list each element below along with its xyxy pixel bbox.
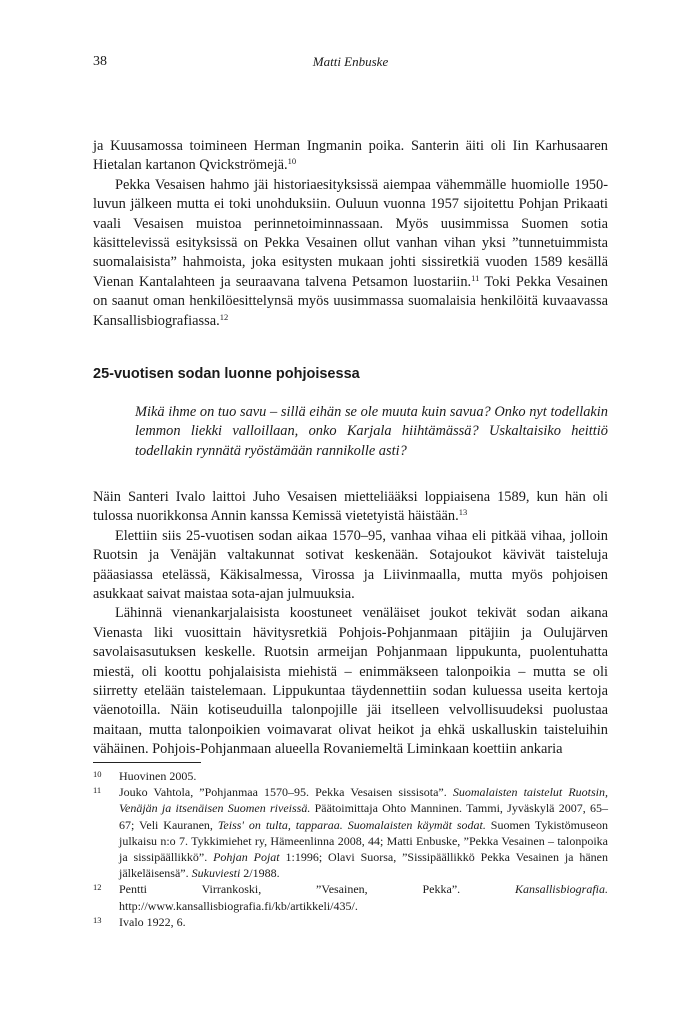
footnote-number: 10 — [93, 769, 102, 779]
page-header — [93, 54, 608, 72]
paragraph: Näin Santeri Ivalo laittoi Juho Vesaisen mietteliääksi loppiaisena 1589, kun hän oli tulossa nuorikkonsa Annin kanssa Kemissä vietetyistä häistään.$^{13}$ — [93, 489, 608, 525]
footnote — [93, 784, 608, 881]
body-text-bottom — [93, 488, 608, 760]
paragraph: Elettiin siis 25-vuotisen sodan aikaa 1570–95, vanhaa vihaa eli pitkää vihaa, jolloin Ruotsin ja Venäjän valtakunnat sotivat keskenään. Sotajoukot kävivät taisteluja pääasiassa etelässä, Käkisalmessa, Virossa ja Liivinmaalla, mutta myös pohjoisen asukkaat saivat maistaa sota-ajan julmuuksia. — [93, 527, 608, 603]
footnote-ref[interactable]: 12 — [219, 311, 229, 322]
footnote-number: 13 — [93, 914, 102, 925]
page-number: 38 — [93, 54, 107, 69]
footnote-ref[interactable]: 11 — [471, 272, 480, 283]
paragraph: Lähinnä vienankarjalaisista koostuneet venäläiset joukot tekivät sodan aikana Vienasta liki vuosittain hävitysretkiä Pohjois-Pohjanmaan pitäjiin ja Oulujärven savolaisasutuksen keskelle. Ruotsin armeijan Pohjanmaan lippukunta, puolentuhatta miestä, oli koottu pohjalaisista miehistä – enimmäkseen talonpoikia – mutta se oli siirretty etelään taistelemaan. Lippukuntaa täydennettiin sodan kuluessa useita kertoja väenotoilla. Näin kotiseuduilla talonpojille jäi itselleen velvollisuudeksi puolustaa maitaan, mutta talonpoikien voimavarat olivat heikot ja ehkä uskalluskin taisteluihin vähäinen. Pohjois-Pohjanmaan alueella Rovaniemeltä Liminkaan koettiin ankaria — [93, 605, 608, 758]
footnote-text: Huovinen 2005. — [119, 769, 197, 783]
paragraph: ja Kuusamossa toimineen Herman Ingmanin poika. Santerin äiti oli Iin Karhusaaren Hietalan kartanon Qvickströmejä.$^{10}$ — [93, 138, 608, 174]
footnote-divider — [93, 762, 201, 763]
footnote-text: Pentti Virrankoski, ”Vesainen, Pekka”. Kansallisbiografia. http://www.kansallisbiografia.fi/kb/artikkeli/435/. — [119, 882, 608, 913]
body-text-top — [93, 137, 608, 331]
running-head: Matti Enbuske — [312, 54, 389, 69]
footnotes — [93, 768, 608, 930]
footnote — [93, 768, 608, 784]
footnote-ref[interactable]: 13 — [458, 507, 468, 518]
footnote-number: 12 — [93, 882, 102, 893]
footnote-ref[interactable]: 10 — [287, 156, 297, 167]
footnote — [93, 881, 608, 913]
footnote-text: Jouko Vahtola, ”Pohjanmaa 1570–95. Pekka Vesaisen sissisota”. Suomalaisten taistelut Ruotsin, Venäjän ja itsenäisen Suomen riveissä. Päätoimittaja Ohto Manninen. Tammi, Jyväskylä 2007, 65–67; Veli Kauranen, Teiss' on tulta, tapparaa. Suomalaisten käymät sodat. Suomen Tykistömuseon julkaisu n:o 7. Tykkimiehet ry, Hämeenlinna 2008, 44; Matti Enbuske, ”Pekka Vesainen – talonpoika ja sissipäällikkö”. Pohjan Pojat 1:1996; Olavi Suorsa, ”Sissipäällikkö Pekka Vesainen ja hänen jälkeläisensä”. Sukuviesti 2/1988. — [119, 785, 609, 881]
footnote — [93, 914, 608, 930]
paragraph: Pekka Vesaisen hahmo jäi historiaesityksissä aiempaa vähemmälle huomiolle 1950-luvun jälkeen mutta ei toki unohduksiin. Ouluun vuonna 1957 sijoitettu Pohjan Prikaati vaali Vesaisen muistoa perinnetoiminnassaan. Myös uusimmissa Suomen sotia käsittelevissä esityksissä on Pekka Vesainen ollut vanhan vihan yksi ”tunnetuimmista suomalaisista” hahmoista, joka esitysten mukaan johti sissiretkiä vuoden 1589 kesällä Vienan Kantalahteen ja seuraavana talvena Petsamon luostariin.$^{11}$ Toki Pekka Vesainen on saanut oman henkilöesittelynsä myös uusimmassa suomalaisia henkilöitä kuvaavassa Kansallisbiografiassa.$^{12}$ — [93, 176, 609, 329]
section-heading: 25-vuotisen sodan luonne pohjoisessa — [93, 366, 360, 382]
footnote-text: Ivalo 1922, 6. — [119, 914, 186, 929]
footnote-number: 11 — [93, 785, 102, 796]
epigraph-quote: Mikä ihme on tuo savu – sillä eihän se ole muuta kuin savua? Onko nyt todellakin lemmon liekki valloillaan, onko Karjala hiihtämässä? Uskaltaisiko heittiö todellakin rynnätä ryöstämään rannikolle asti? — [135, 404, 608, 459]
